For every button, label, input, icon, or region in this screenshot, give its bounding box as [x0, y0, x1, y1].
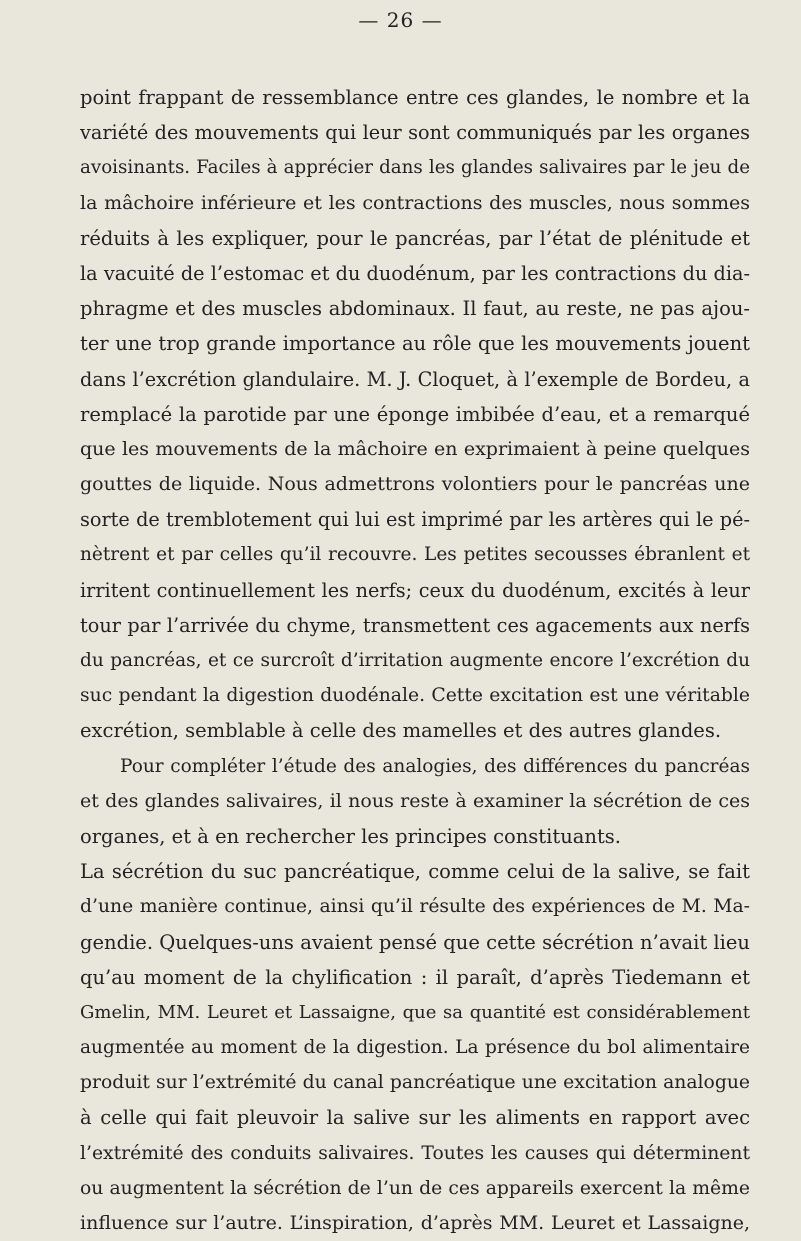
text-line: gendie. Quelques-uns avaient pensé que cette sécrétion n’avait lieu [80, 930, 750, 954]
text-line: excrétion, semblable à celle des mamelles et des autres glandes. [80, 719, 722, 743]
text-line: la vacuité de l’estomac et du duodénum, par les contractions du dia- [80, 261, 750, 285]
text-line: variété des mouvements qui leur sont communiqués par les organes [80, 121, 750, 145]
text-line: sorte de tremblotement qui lui est imprimé par les artères qui le pé- [80, 508, 750, 532]
text-line: et des glandes salivaires, il nous reste à examiner la sécrétion de ces [80, 789, 750, 812]
text-line: tour par l’arrivée du chyme, transmettent ces agacements aux nerfs [80, 613, 750, 637]
text-line: La sécrétion du suc pancréatique, comme celui de la salive, se fait [80, 860, 750, 884]
text-line: à celle qui fait pleuvoir la salive sur les aliments en rapport avec [80, 1106, 750, 1130]
text-line: que les mouvements de la mâchoire en exprimaient à peine quelques [80, 437, 750, 460]
text-line: phragme et des muscles abdominaux. Il faut, au reste, ne pas ajou- [80, 297, 750, 321]
page-number: — 26 — [358, 8, 443, 32]
text-line: l’extrémité des conduits salivaires. Toutes les causes qui déterminent [80, 1142, 750, 1164]
text-line: dans l’excrétion glandulaire. M. J. Cloquet, à l’exemple de Bordeu, a [80, 367, 750, 391]
body-text [80, 80, 750, 1241]
text-line: gouttes de liquide. Nous admettrons volontiers pour le pancréas une [80, 473, 750, 496]
text-line: organes, et à en rechercher les principes constituants. [80, 824, 622, 848]
text-line: du pancréas, et ce surcroît d’irritation augmente encore l’excrétion du [80, 650, 750, 671]
text-line: Pour compléter l’étude des analogies, des différences du pancréas [120, 755, 750, 777]
text-line: qu’au moment de la chylification : il paraît, d’après Tiedemann et [80, 965, 750, 989]
text-line: Gmelin, MM. Leuret et Lassaigne, que sa quantité est considérablement [80, 1001, 750, 1023]
text-line: nètrent et par celles qu’il recouvre. Les petites secousses ébranlent et [80, 544, 750, 566]
text-line: point frappant de ressemblance entre ces glandes, le nombre et la [80, 86, 750, 109]
text-line: la mâchoire inférieure et les contractions des muscles, nous sommes [80, 191, 750, 214]
text-line: influence sur l’autre. L’inspiration, d’après MM. Leuret et Lassaigne, [80, 1212, 750, 1234]
text-line: avoisinants. Faciles à apprécier dans les glandes salivaires par le jeu de [80, 157, 750, 179]
text-line: suc pendant la digestion duodénale. Cette excitation est une véritable [80, 685, 750, 707]
text-line: ter une trop grande importance au rôle que les mouvements jouent [80, 332, 750, 356]
text-line: remplacé la parotide par une éponge imbibée d’eau, et a remarqué [80, 402, 750, 426]
text-line: produit sur l’extrémité du canal pancréatique une excitation analogue [80, 1072, 750, 1094]
text-line: réduits à les expliquer, pour le pancréas, par l’état de plénitude et [80, 226, 750, 250]
text-line: augmentée au moment de la digestion. La présence du bol alimentaire [80, 1037, 750, 1059]
text-line: irritent continuellement les nerfs; ceux du duodénum, excités à leur [80, 578, 750, 602]
text-line: ou augmentent la sécrétion de l’un de ces appareils exercent la même [80, 1177, 750, 1199]
text-line: d’une manière continue, ainsi qu’il résulte des expériences de M. Ma- [80, 896, 750, 918]
